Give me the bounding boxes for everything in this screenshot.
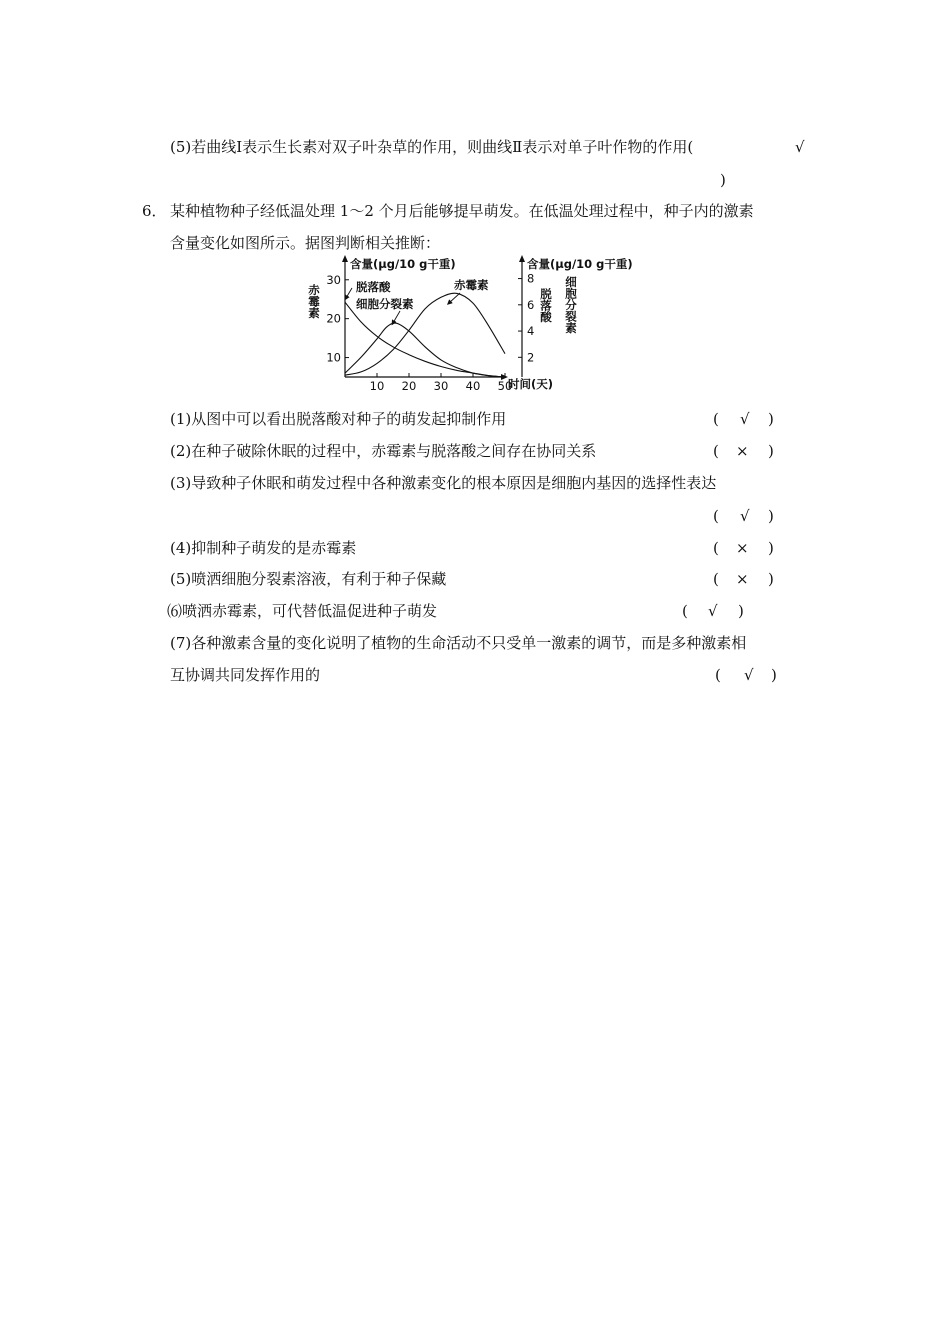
item-2-mark: × — [736, 442, 749, 460]
right-y-tick-label: 2 — [527, 350, 535, 365]
item-1-open-paren: ( — [713, 410, 719, 428]
item-6-mark: √ — [708, 602, 718, 620]
q5-prev-close-paren: ) — [720, 171, 726, 189]
item-3-text: (3)导致种子休眠和萌发过程中各种激素变化的根本原因是细胞内基因的选择性表达 — [170, 474, 717, 492]
question-number: 6． — [142, 202, 167, 220]
left-side-label: 赤霉素 — [307, 284, 321, 319]
item-5-open-paren: ( — [713, 570, 719, 588]
item-7-text-line2: 互协调共同发挥作用的 — [170, 666, 321, 684]
item-1-mark: √ — [740, 410, 750, 428]
item-6-open-paren: ( — [682, 602, 688, 620]
item-6-close-paren: ) — [738, 602, 744, 620]
right-side-label-2: 细胞分裂素 — [564, 276, 578, 334]
item-4-close-paren: ) — [768, 539, 774, 557]
right-y-tick-label: 6 — [527, 297, 535, 312]
item-7-close-paren: ) — [771, 666, 777, 684]
item-7-open-paren: ( — [715, 666, 721, 684]
annotation-abscisic-acid: 脱落酸 — [356, 280, 391, 294]
right-axis-top-label: 含量(μg/10 g干重) — [527, 257, 633, 271]
left-y-tick-label: 30 — [326, 272, 341, 287]
x-axis-label: 时间(天) — [508, 377, 554, 391]
annotation-cytokinin-pointer — [393, 311, 400, 323]
item-7-text: (7)各种激素含量的变化说明了植物的生命活动不只受单一激素的调节，而是多种激素相 — [170, 634, 747, 652]
item-3-mark: √ — [740, 507, 750, 525]
item-7-mark: √ — [744, 666, 754, 684]
q5-prev-text: (5)若曲线Ⅰ表示生长素对双子叶杂草的作用，则曲线Ⅱ表示对单子叶作物的作用( — [170, 138, 694, 156]
right-y-tick-label: 8 — [527, 271, 535, 286]
question-stem-line2: 含量变化如图所示。据图判断相关推断： — [170, 234, 441, 252]
item-2-open-paren: ( — [713, 442, 719, 460]
x-tick-label: 40 — [465, 379, 481, 393]
hormone-chart — [300, 252, 650, 397]
annotation-gibberellin-pointer — [449, 293, 460, 303]
item-4-mark: × — [736, 539, 749, 557]
item-1-text: (1)从图中可以看出脱落酸对种子的萌发起抑制作用 — [170, 410, 507, 428]
x-tick-label: 50 — [497, 379, 513, 393]
item-5-close-paren: ) — [768, 570, 774, 588]
item-2-text: (2)在种子破除休眠的过程中，赤霉素与脱落酸之间存在协同关系 — [170, 442, 597, 460]
left-y-axis-arrow — [342, 255, 348, 262]
left-axis-top-label: 含量(μg/10 g干重) — [350, 257, 456, 271]
question-stem-line1: 某种植物种子经低温处理 1～2 个月后能够提早萌发。在低温处理过程中，种子内的激素 — [170, 202, 754, 220]
item-3-open-paren: ( — [713, 507, 719, 525]
annotation-gibberellin: 赤霉素 — [454, 278, 489, 292]
right-y-tick-label: 4 — [527, 324, 535, 339]
left-y-tick-label: 20 — [326, 311, 341, 326]
x-tick-label: 20 — [401, 379, 417, 393]
item-3-close-paren: ) — [768, 507, 774, 525]
item-5-text: (5)喷洒细胞分裂素溶液，有利于种子保藏 — [170, 570, 447, 588]
item-6-text: ⑹喷洒赤霉素，可代替低温促进种子萌发 — [167, 602, 438, 620]
x-tick-label: 10 — [369, 379, 385, 393]
left-y-tick-label: 10 — [326, 350, 341, 365]
right-side-label-1: 脱落酸 — [539, 288, 553, 323]
item-1-close-paren: ) — [768, 410, 774, 428]
annotation-cytokinin: 细胞分裂素 — [356, 297, 414, 311]
item-4-text: (4)抑制种子萌发的是赤霉素 — [170, 539, 357, 557]
right-y-axis-arrow — [519, 255, 525, 262]
q5-prev-mark: √ — [795, 138, 805, 156]
x-tick-label: 30 — [433, 379, 449, 393]
item-5-mark: × — [736, 570, 749, 588]
item-4-open-paren: ( — [713, 539, 719, 557]
item-2-close-paren: ) — [768, 442, 774, 460]
annotation-abscisic-pointer — [346, 288, 352, 298]
